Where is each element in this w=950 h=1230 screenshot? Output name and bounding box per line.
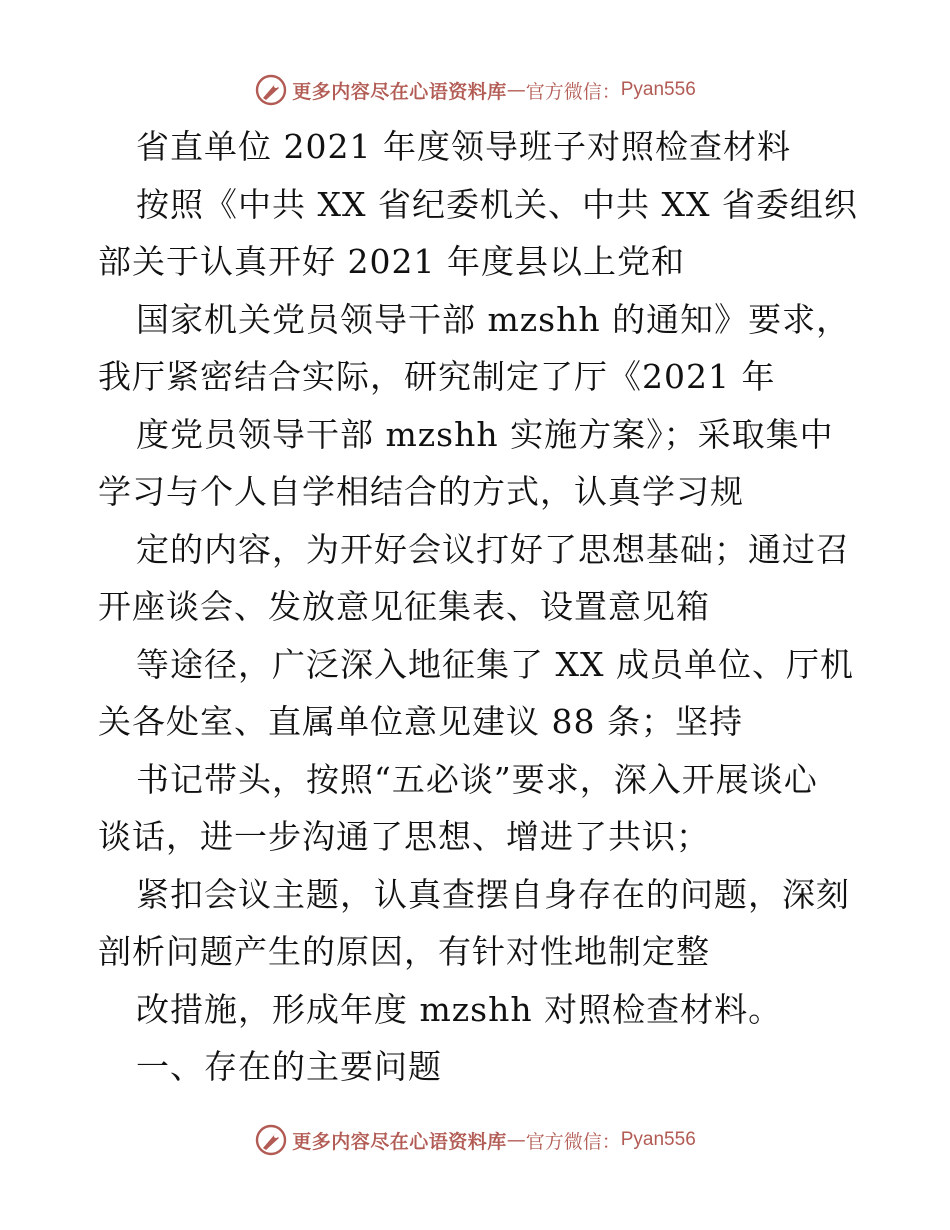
text-line: 国家机关党员领导干部 mzshh 的通知》要求， — [136, 299, 851, 339]
document-title: 省直单位 2021 年度领导班子对照检查材料 — [136, 127, 791, 166]
text-line: 度党员领导干部 mzshh 实施方案》；采取集中 — [136, 414, 834, 454]
text-line: 书记带头，按照“五必谈”要求，深入开展谈心 — [136, 759, 818, 799]
pen-nib-circle-icon — [254, 73, 288, 107]
text-line: 学习与个人自学相结合的方式，认真学习规 — [98, 472, 744, 511]
text-line: 关各处室、直属单位意见建议 88 条；坚持 — [98, 702, 743, 741]
text-line: 剖析问题产生的原因，有针对性地制定整 — [98, 932, 710, 971]
banner-wechat-id: Pyan556 — [620, 79, 696, 100]
banner-wechat-id: Pyan556 — [620, 1129, 696, 1150]
banner-text: 更多内容尽在心语资料库 — [292, 1130, 507, 1153]
text-line: 谈话，进一步沟通了思想、增进了共识； — [98, 817, 710, 856]
banner-separator: — — [506, 79, 526, 101]
text-line: 部关于认真开好 2021 年度县以上党和 — [98, 242, 685, 281]
banner-wechat-label: 官方微信： — [525, 80, 621, 103]
section-heading: 一、存在的主要问题 — [136, 1047, 442, 1086]
header-banner — [0, 70, 950, 110]
text-line: 改措施，形成年度 mzshh 对照检查材料。 — [136, 989, 783, 1029]
banner-text: 更多内容尽在心语资料库 — [292, 80, 507, 103]
text-line: 我厅紧密结合实际，研究制定了厅《2021 年 — [98, 357, 776, 396]
text-line: 开座谈会、发放意见征集表、设置意见箱 — [98, 587, 710, 626]
text-line: 等途径，广泛深入地征集了 XX 成员单位、厅机 — [136, 644, 854, 684]
text-line: 按照《中共 XX 省纪委机关、中共 XX 省委组织 — [136, 184, 858, 224]
footer-banner — [0, 1120, 950, 1160]
banner-separator: — — [506, 1129, 526, 1151]
text-line: 紧扣会议主题，认真查摆自身存在的问题，深刻 — [136, 874, 850, 914]
document-body — [98, 118, 858, 1096]
pen-nib-circle-icon — [254, 1123, 288, 1157]
banner-wechat-label: 官方微信： — [525, 1130, 621, 1153]
text-line: 定的内容，为开好会议打好了思想基础；通过召 — [136, 529, 850, 569]
